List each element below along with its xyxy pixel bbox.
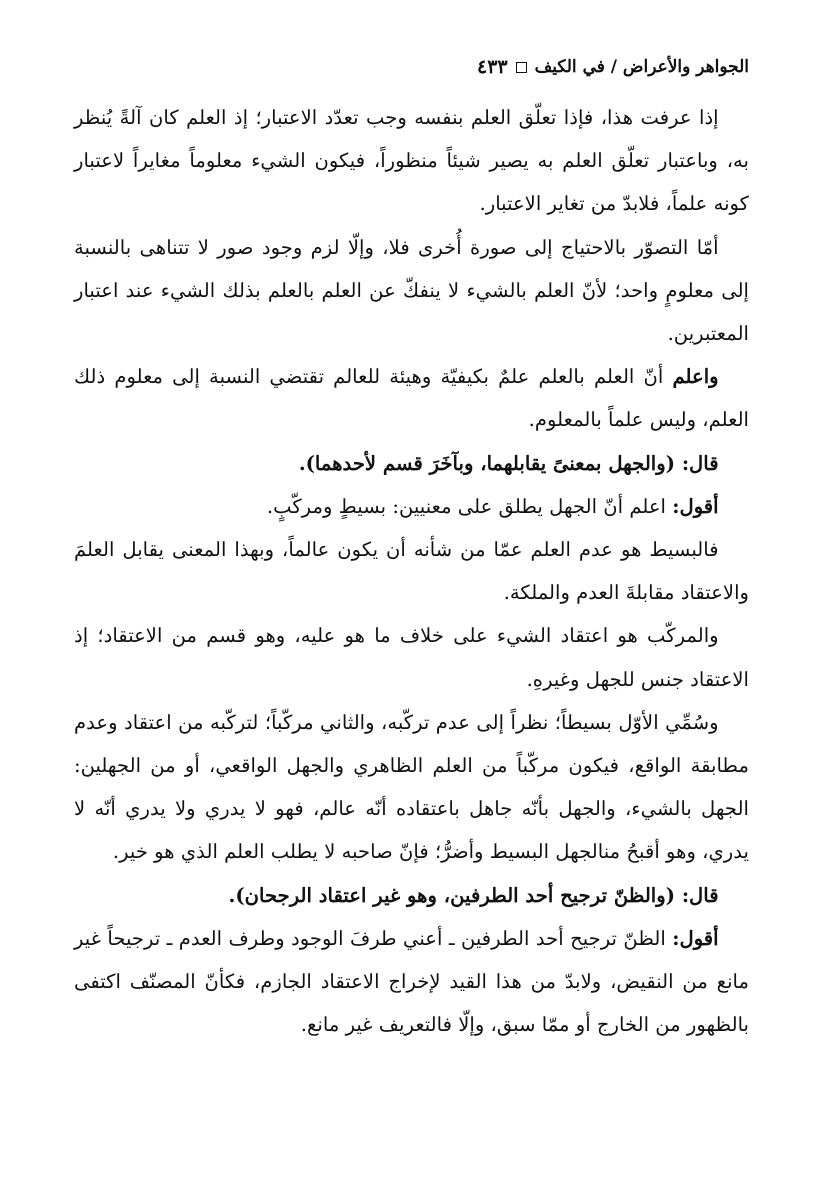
- paragraph-text: أمّا التصوّر بالاحتياج إلى صورة أُخرى فلا، وإلّا لزم وجود صور لا تتناهى بالنسبة إلى معلومٍ واحد؛ لأنّ العلم بالشيء لا ينفكّ عن العلم بالعلم بذلك الشيء عند اعتبار المعتبرين.: [74, 235, 749, 346]
- paragraph-1: [74, 96, 749, 226]
- aqulu-label: أقول:: [672, 926, 719, 950]
- body-text: [74, 96, 749, 1046]
- paragraph-text: فالبسيط هو عدم العلم عمّا من شأنه أن يكون عالماً، وبهذا المعنى يقابل العلمَ والاعتقاد مقابلةَ العدم والملكة.: [74, 538, 749, 605]
- quote-statement-1: [74, 442, 749, 485]
- aqulu-label: أقول:: [672, 494, 719, 518]
- paragraph-text: الظنّ ترجيح أحد الطرفين ـ أعني طرفَ الوجود وطرف العدم ـ ترجيحاً غير مانع من النقيض، ولابدّ من هذا القيد لإخراج الاعتقاد الجازم، فكأنّ المصنّف اكتفى بالظهور من الخارج أو ممّا سبق، وإلّا فالتعريف غير مانع.: [74, 926, 749, 1037]
- paragraph-text: أنّ العلم بالعلم علمٌ بكيفيّة وهيئة للعالم تقتضي النسبة إلى معلوم ذلك العلم، وليس علماً بالمعلوم.: [74, 365, 749, 432]
- paragraph-text: إذا عرفت هذا، فإذا تعلّق العلم بنفسه وجب تعدّد الاعتبار؛ إذ العلم كان آلةً يُنظر به، وباعتبار تعلّق العلم به يصير شيئاً منظوراً، فيكون الشيء معلوماً مغايراً لاعتبار كونه علماً، فلابدّ من تغاير الاعتبار.: [74, 106, 749, 216]
- commentary-2: [74, 917, 749, 1047]
- paragraph-lead-word: واعلم: [672, 365, 719, 389]
- matn-quote: (والجهل بمعنىً يقابلهما، وبآخَرَ قسم لأحدهما).: [298, 451, 682, 475]
- paragraph-text: اعلم أنّ الجهل يطلق على معنيين: بسيطٍ ومركّبٍ.: [266, 494, 673, 518]
- matn-quote: (والظنّ ترجيح أحد الطرفين، وهو غير اعتقاد الرجحان).: [228, 883, 682, 907]
- quote-statement-2: [74, 874, 749, 917]
- qala-label: قال:: [681, 883, 719, 907]
- paragraph-text: وسُمِّي الأوّل بسيطاً؛ نظراً إلى عدم تركّبه، والثاني مركّباً؛ لتركّبه من اعتقاد وعدم مطابقة الواقع، فيكون مركّباً من العلم الظاهري والجهل الواقعي، أو من الجهلين: الجهل بالشيء، والجهل بأنّه جاهل باعتقاده أنّه عالم، فهو لا يدري ولا يدري أنّه لا يدري، وهو أقبحُ منالجهل البسيط وأضرُّ؛ فإنّ صاحبه لا يطلب العلم الذي هو خير.: [74, 710, 749, 864]
- header-square-ornament: [516, 62, 527, 73]
- qala-label: قال:: [681, 451, 719, 475]
- commentary-1: [74, 485, 749, 528]
- paragraph-3: [74, 355, 749, 441]
- paragraph-6: [74, 528, 749, 614]
- paragraph-2: [74, 226, 749, 356]
- running-header: [74, 52, 749, 82]
- header-title: الجواهر والأعراض / في الكيف: [534, 57, 749, 77]
- paragraph-7: [74, 614, 749, 700]
- paragraph-8: [74, 701, 749, 874]
- page-number: ٤٣٣: [477, 56, 508, 78]
- paragraph-text: والمركّب هو اعتقاد الشيء على خلاف ما هو عليه، وهو قسم من الاعتقاد؛ إذ الاعتقاد جنس للجهل وغيرهِ.: [74, 624, 749, 691]
